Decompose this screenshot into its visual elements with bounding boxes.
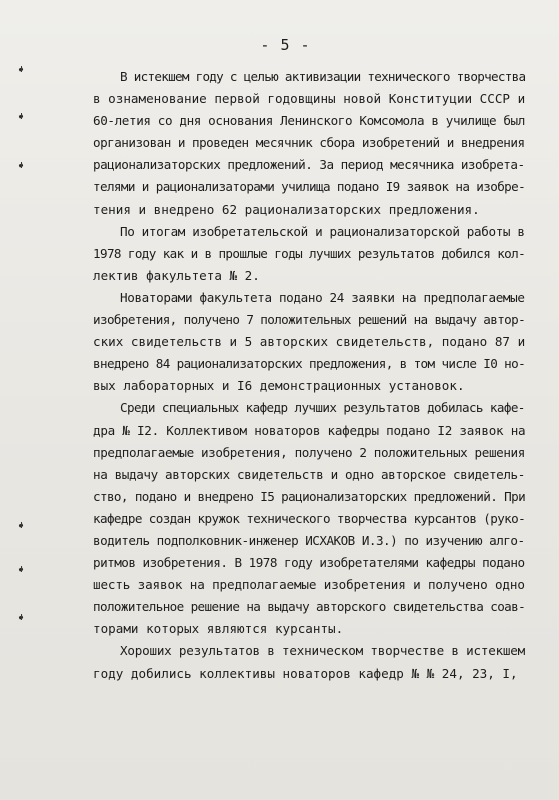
text-line: ритмов изобретения. В 1978 году изобретателями кафедры подано bbox=[93, 555, 525, 571]
text-line: рационализаторских предложений. За период месячника изобрета- bbox=[93, 157, 525, 173]
text-line: году добились коллективы новаторов кафедр № № 24, 23, I, bbox=[93, 665, 518, 681]
text-line: дра № I2. Коллективом новаторов кафедры подано I2 заявок на bbox=[93, 422, 526, 438]
text-line: телями и рационализаторами училища подано I9 заявок на изобре- bbox=[93, 179, 526, 195]
text-line: шесть заявок на предполагаемые изобретения и получено одно bbox=[93, 577, 525, 593]
text-line: 60-летия со дня основания Ленинского Комсомола в училище был bbox=[93, 113, 525, 129]
binding-hole-mark bbox=[18, 522, 25, 529]
binding-hole-mark bbox=[18, 614, 25, 621]
text-line: организован и проведен месячник сбора изобретений и внедрения bbox=[93, 135, 525, 151]
binding-hole-mark bbox=[18, 113, 25, 120]
text-line: предполагаемые изобретения, получено 2 положительных решения bbox=[93, 444, 525, 460]
text-line: в ознаменование первой годовщины новой Конституции СССР и bbox=[93, 91, 526, 107]
text-line: ство, подано и внедрено I5 рационализаторских предложений. При bbox=[93, 488, 526, 504]
text-line: положительное решение на выдачу авторского свидетельства соав- bbox=[93, 599, 526, 615]
text-line: По итогам изобретательской и рационализаторской работы в bbox=[120, 223, 525, 239]
text-line: Среди специальных кафедр лучших результатов добилась кафе- bbox=[120, 400, 525, 416]
binding-hole-mark bbox=[18, 66, 25, 73]
binding-hole-mark bbox=[18, 162, 25, 169]
text-line: торами которых являются курсанты. bbox=[93, 621, 344, 637]
binding-hole-mark bbox=[18, 566, 25, 573]
text-line: внедрено 84 рационализаторских предложения, в том числе I0 но- bbox=[93, 356, 526, 372]
text-line: лектив факультета № 2. bbox=[93, 267, 260, 283]
text-line: кафедре создан кружок технического творчества курсантов (руко- bbox=[93, 510, 526, 526]
text-line: водитель подполковник-инженер ИСХАКОВ И.З.) по изучению алго- bbox=[93, 532, 525, 548]
page-number: - 5 - bbox=[260, 36, 311, 54]
text-line: изобретения, получено 7 положительных решений на выдачу автор- bbox=[93, 312, 526, 328]
text-line: 1978 году как и в прошлые годы лучших результатов добился кол- bbox=[93, 245, 526, 261]
text-line: Хороших результатов в техническом творчестве в истекшем bbox=[120, 643, 526, 659]
text-line: Новаторами факультета подано 24 заявки на предполагаемые bbox=[120, 289, 525, 305]
text-line: на выдачу авторских свидетельств и одно авторское свидетель- bbox=[93, 466, 525, 482]
text-line: ских свидетельств и 5 авторских свидетельств, подано 87 и bbox=[93, 334, 526, 350]
text-line: В истекшем году с целью активизации технического творчества bbox=[120, 69, 526, 84]
body-text bbox=[93, 66, 525, 685]
text-line: вых лабораторных и I6 демонстрационных установок. bbox=[93, 378, 465, 394]
text-line: тения и внедрено 62 рационализаторских предложения. bbox=[93, 201, 480, 217]
